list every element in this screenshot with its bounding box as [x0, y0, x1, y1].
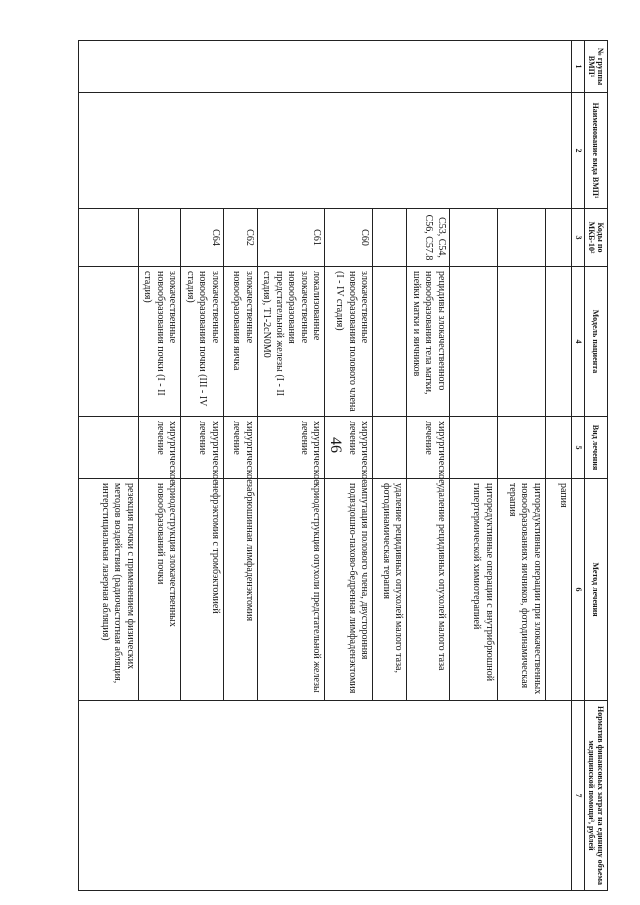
treatment-method-cell: криодеструкция опухоли предстательной железы [257, 479, 325, 701]
column-number: 3 [571, 209, 584, 267]
treatment-type-cell: хирургическое лечение [223, 417, 257, 479]
patient-model-cell [373, 267, 407, 417]
header-treatment-type: Вид лечения [584, 417, 607, 479]
icd-code-cell [138, 209, 181, 267]
patient-model-cell: злокачественные новообразования почки (III - IV стадия) [181, 267, 224, 417]
treatment-method-cell: удаление рецидивных опухолей малого таза, фотодинамическая терапия [373, 479, 407, 701]
treatment-method-cell: криодеструкция злокачественных новообразований почки [138, 479, 181, 701]
header-vmp-name: Наименование вида ВМП¹ [584, 93, 607, 209]
column-number: 2 [571, 93, 584, 209]
treatment-type-cell: хирургическое лечение [407, 417, 450, 479]
header-patient-model: Модель пациента [584, 267, 607, 417]
treatment-method-cell: рапия [545, 479, 571, 701]
column-number: 7 [571, 701, 584, 891]
vmp-name-cell [78, 93, 571, 209]
patient-model-cell: злокачественные новообразования полового члена (I - IV стадия) [325, 267, 373, 417]
patient-model-cell: локализованные злокачественные новообразования предстательной железы (I - II стадия), T1-2cN0M0 [257, 267, 325, 417]
page-number: 46 [327, 437, 344, 453]
header-treatment-method: Метод лечения [584, 479, 607, 701]
icd-code-cell: C62 [223, 209, 257, 267]
icd-code-cell: C60 [325, 209, 373, 267]
rotated-table-page [58, 40, 608, 890]
treatment-method-cell: нефрэктомия с тромбэктомией [181, 479, 224, 701]
treatment-type-cell [545, 417, 571, 479]
icd-code-cell [78, 209, 138, 267]
treatment-method-cell: забрюшинная лимфаденэктомия [223, 479, 257, 701]
header-icd-codes: Коды по МКБ-10² [584, 209, 607, 267]
header-cost-standard: Норматив финансовых затрат на единицу объема медицинской помощи³, рублей [584, 701, 607, 891]
table-header-row [584, 41, 607, 891]
treatment-method-cell: резекция почки с применением физических методов воздействия (радиочастотная абляция, интерстициальная лазерная абляция) [78, 479, 138, 701]
column-number-row [571, 41, 584, 891]
patient-model-cell: злокачественные новообразования яичка [223, 267, 257, 417]
icd-code-cell [497, 209, 545, 267]
column-number: 5 [571, 417, 584, 479]
icd-code-cell [373, 209, 407, 267]
icd-code-cell: C53, C54, C56, C57.8 [407, 209, 450, 267]
table-body [78, 41, 571, 891]
table-row [545, 41, 571, 891]
treatment-type-cell [78, 417, 138, 479]
header-group-number: № группы ВМП¹ [584, 41, 607, 93]
column-number: 4 [571, 267, 584, 417]
patient-model-cell [497, 267, 545, 417]
patient-model-cell: рецидивы злокачественного новообразования тела матки, шейки матки и яичников [407, 267, 450, 417]
icd-code-cell [545, 209, 571, 267]
treatment-type-cell: хирургическое лечение [181, 417, 224, 479]
vmp-table [78, 40, 608, 891]
column-number: 1 [571, 41, 584, 93]
patient-model-cell [449, 267, 497, 417]
icd-code-cell: C61 [257, 209, 325, 267]
treatment-method-cell: циторедуктивные операции с внутрибрюшной гипертермической химиотерапией [449, 479, 497, 701]
patient-model-cell: злокачественные новообразования почки (I - II стадия) [138, 267, 181, 417]
treatment-method-cell: ампутация полового члена, двусторонняя подвздошно-пахово-бедренная лимфаденэктомия [325, 479, 373, 701]
icd-code-cell [449, 209, 497, 267]
treatment-type-cell: хирургическое лечение [257, 417, 325, 479]
treatment-type-cell [373, 417, 407, 479]
treatment-type-cell: хирургическое лечение [138, 417, 181, 479]
patient-model-cell [78, 267, 138, 417]
cost-standard-cell [78, 701, 571, 891]
icd-code-cell: C64 [181, 209, 224, 267]
patient-model-cell [545, 267, 571, 417]
treatment-method-cell: удаление рецидивных опухолей малого таза [407, 479, 450, 701]
treatment-type-cell [497, 417, 545, 479]
treatment-method-cell: циторедуктивные операции при злокачественных новообразованиях яичников, фотодинамическая терапия [497, 479, 545, 701]
column-number: 6 [571, 479, 584, 701]
group-number-cell [78, 41, 571, 93]
treatment-type-cell: хирургическое лечение [325, 417, 373, 479]
treatment-type-cell [449, 417, 497, 479]
